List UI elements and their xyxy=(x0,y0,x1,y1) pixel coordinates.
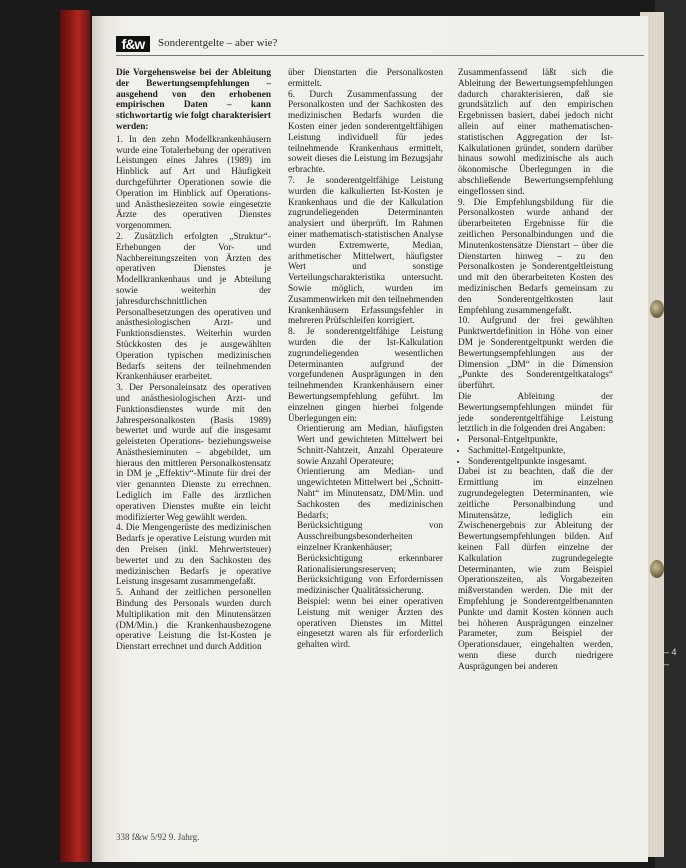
indented-item: Berücksichtigung von Ausschreibungsbesonderheiten einzelner Krankenhäuser; xyxy=(297,521,443,554)
paragraph: 3. Der Personaleinsatz des operativen und anästhesiologischen Arzt- und Funktionsdienstes wurde mit den Jahrespersonalkosten (Basis 1989) bewertet und wurde auf die insgesamt geleisteten Operations- beziehungsweise Anästhesieminuten – abgebildet, um hieraus den mittleren Personalkostensatz in DM je „Effektiv“-Minute für drei der vier genannten Dienste zu errechnen. Lediglich im Falle des ärztlichen operativen Dienstes mußte ein leicht modifizierter Weg gewählt werden. xyxy=(116,383,271,523)
paragraph: Dabei ist zu beachten, daß die der Ermittlung im einzelnen zugrundegelegten Determinanten, wie zeitliche Personalbindung und Minutensätze, lediglich ein Zwischenergebnis zur Ableitung der Bewertungsempfehlungen bilden. Auf keinen Fall dürfen einzelne der Kalkulation zugrundegelegte Determinanten, wie zum Beispiel Operationszeiten, als Vorgabezeiten mißverstanden werden. Die mit der Empfehlung je Sonderentgeltbenannten Punkte und damit Kosten können auch bei höheren Ausprägungen einzelner Parameter, zum Beispiel der Operationsdauer, eingehalten werden, wenn diese durch niedrigere Ausprägungen bei anderen xyxy=(458,467,613,672)
paragraph: 5. Anhand der zeitlichen personellen Bindung des Personals wurden durch Multiplikation mit den Minutensätzen (DM/Min.) die Krankenhausbezogene operative Leistung die Ist-Kosten je Dienstart errechnet und durch Addition xyxy=(116,588,271,653)
indented-item: Orientierung am Median, häufigsten Wert und gewichteten Mittelwert bei Schnitt-Nahtzeit, Anzahl Operateure sowie Anzahl Operateure; xyxy=(297,424,443,467)
page-footer: 338 f&w 5/92 9. Jahrg. xyxy=(116,832,200,842)
page-header xyxy=(102,34,644,56)
paragraph: 4. Die Mengengerüste des medizinischen Bedarfs je operative Leistung wurden mit den Preisen (inkl. Mehrwertsteuer) bewertet und zu den Sachkosten des medizinischen Bedarfs je operative Leistung insgesamt zusammengefaßt. xyxy=(116,523,271,588)
indented-item: Berücksichtigung von Erfordernissen medizinischer Qualitätssicherung. xyxy=(297,575,443,597)
page-marker-tab xyxy=(650,300,664,318)
paragraph: 2. Zusätzlich erfolgten „Struktur“-Erhebungen der Vor- und Nachbereitungszeiten von Ärzten des operativen Dienstes je Modellkrankenhaus und je Abteilung sowie weiterhin der jahresdurchschnittlichen Personalbesetzungen des operativen und anästhesiologischen Arzt- und Funktionsdienstes. Weiterhin wurden Stückkosten des je ausgewählten Operation typischen medizinischen Bedarfs seitens der teilnehmenden Krankenhäuser erarbeitet. xyxy=(116,231,271,383)
lead-paragraph: Die Vorgehensweise bei der Ableitung der Bewertungsempfehlungen – ausgehend von den erhobenen empirischen Daten – kann stichwortartig wie folgt charakterisiert werden: xyxy=(116,68,271,132)
header-rule xyxy=(116,55,644,56)
indented-item: Orientierung am Median- und ungewichteten Mittelwert bei „Schnitt-Naht“ im Minutensatz, DM/Min. und Sachkosten des medizinischen Bedarfs; xyxy=(297,467,443,521)
paragraph: 7. Je sonderentgeltfähige Leistung wurden die kalkulierten Ist-Kosten je Krankenhaus und die der Kalkulation zugrundeliegenden Determinanten analysiert und überprüft. Im Rahmen einer mathematisch-statistischen Analyse wurden Extremwerte, Median, arithmetischer Mittelwert, häufigster Wert und sonstige Verteilungscharakteristika untersucht. Sowie möglich, wurden im Zusammenwirken mit den teilnehmenden Krankenhäusern Erfassungsfehler in mehreren Prüfschleifen korrigiert. xyxy=(288,175,443,327)
journal-logo: f&w xyxy=(116,36,150,52)
book-spine xyxy=(60,10,90,862)
paragraph: Zusammenfassend läßt sich die Ableitung der Bewertungsempfehlungen dadurch charakterisieren, daß sie grundsätzlich auf den empirischen Ergebnissen basiert, dabei jedoch nicht allein auf einer mathematischen-statistischen Aggregation der Ist-Kalkulationen gründet, sondern darüber hinaus sowohl medizinische als auch ökonomische Überlegungen in die abschließende Bewertungsempfehlung eingeflossen sind. xyxy=(458,68,613,197)
paragraph: 6. Durch Zusammenfassung der Personalkosten und der Sachkosten des medizinischen Bedarfs wurden die Kosten einer jeden sonderentgeltfähigen Leistung individuell für jedes teilnehmende Krankenhaus ermittelt, soweit dieses die Leistung im Bezugsjahr erbrachte. xyxy=(288,89,443,176)
paragraph: Die Ableitung der Bewertungsempfehlungen mündet für jede sonderentgeltfähige Leistung letztlich in die folgenden drei Angaben: xyxy=(458,391,613,435)
running-title: Sonderentgelte – aber wie? xyxy=(158,37,278,49)
list-item: • Personal-Entgeltpunkte, xyxy=(468,435,613,446)
page-marker-tab xyxy=(650,560,664,578)
paragraph: 10. Aufgrund der frei gewählten Punktwertdefinition in Höhe von einer DM je Sonderentgeltpunkt werden die Bewertungsempfehlungen aus der Dimension „DM“ in die Dimension „Punkte des Sonderentgeltkatalogs“ überführt. xyxy=(458,316,613,392)
indented-item: Berücksichtigung erkennbarer Rationalisierungsreserven; xyxy=(297,553,443,575)
paragraph: 1. In den zehn Modellkrankenhäusern wurde eine Totalerhebung der operativen Leistungen eines Jahres (1989) im Hinblick auf Art und Häufigkeit durchgeführter Operationen sowie die Operation im Hinblick auf Operations- und Anästhesiezeiten sowie eingesetzte Ärzte des operativen Dienstes vorgenommen. xyxy=(116,134,271,232)
bullet-list xyxy=(458,435,613,467)
list-item: • Sachmittel-Entgeltpunkte, xyxy=(468,446,613,457)
paragraph: über Dienstarten die Personalkosten ermittelt. xyxy=(288,68,443,89)
paragraph: 8. Je sonderentgeltfähige Leistung wurden die der Ist-Kalkulation zugrundeliegenden wesentlichen Determinanten aufgrund der vorgefundenen Ausprägungen in den teilnehmenden Krankenhäusern einer Bewertungsempfehlung geführt. Im einzelnen gingen hierbei folgende Überlegungen ein: xyxy=(288,327,443,424)
list-item: • Sonderentgeltpunkte insgesamt. xyxy=(468,457,613,468)
text-column-1 xyxy=(116,68,271,653)
text-column-2 xyxy=(288,68,443,651)
paragraph: 9. Die Empfehlungsbildung für die Personalkosten wurde anhand der überarbeiteten Ergebnisse für die zeitlichen Personalbindungen und die Minutenkostensätze Dienstart – über die Dienstarten hinweg – zu den Personalkosten je Sonderentgeltleistung und mit den überarbeiteten Kosten des medizinischen Bedarfs gemeinsam zu den Sonderentgeltkosten laut Empfehlung zusammengefaßt. xyxy=(458,197,613,316)
indented-item: Beispiel: wenn bei einer operativen Leistung mit weniger Ärzten des operativen Dienstes im Mittel eingesetzt waren als für erforderlich gehalten wird. xyxy=(297,597,443,651)
margin-note: – 4 – xyxy=(664,647,677,669)
book-page xyxy=(92,16,648,862)
text-column-3 xyxy=(458,68,613,673)
